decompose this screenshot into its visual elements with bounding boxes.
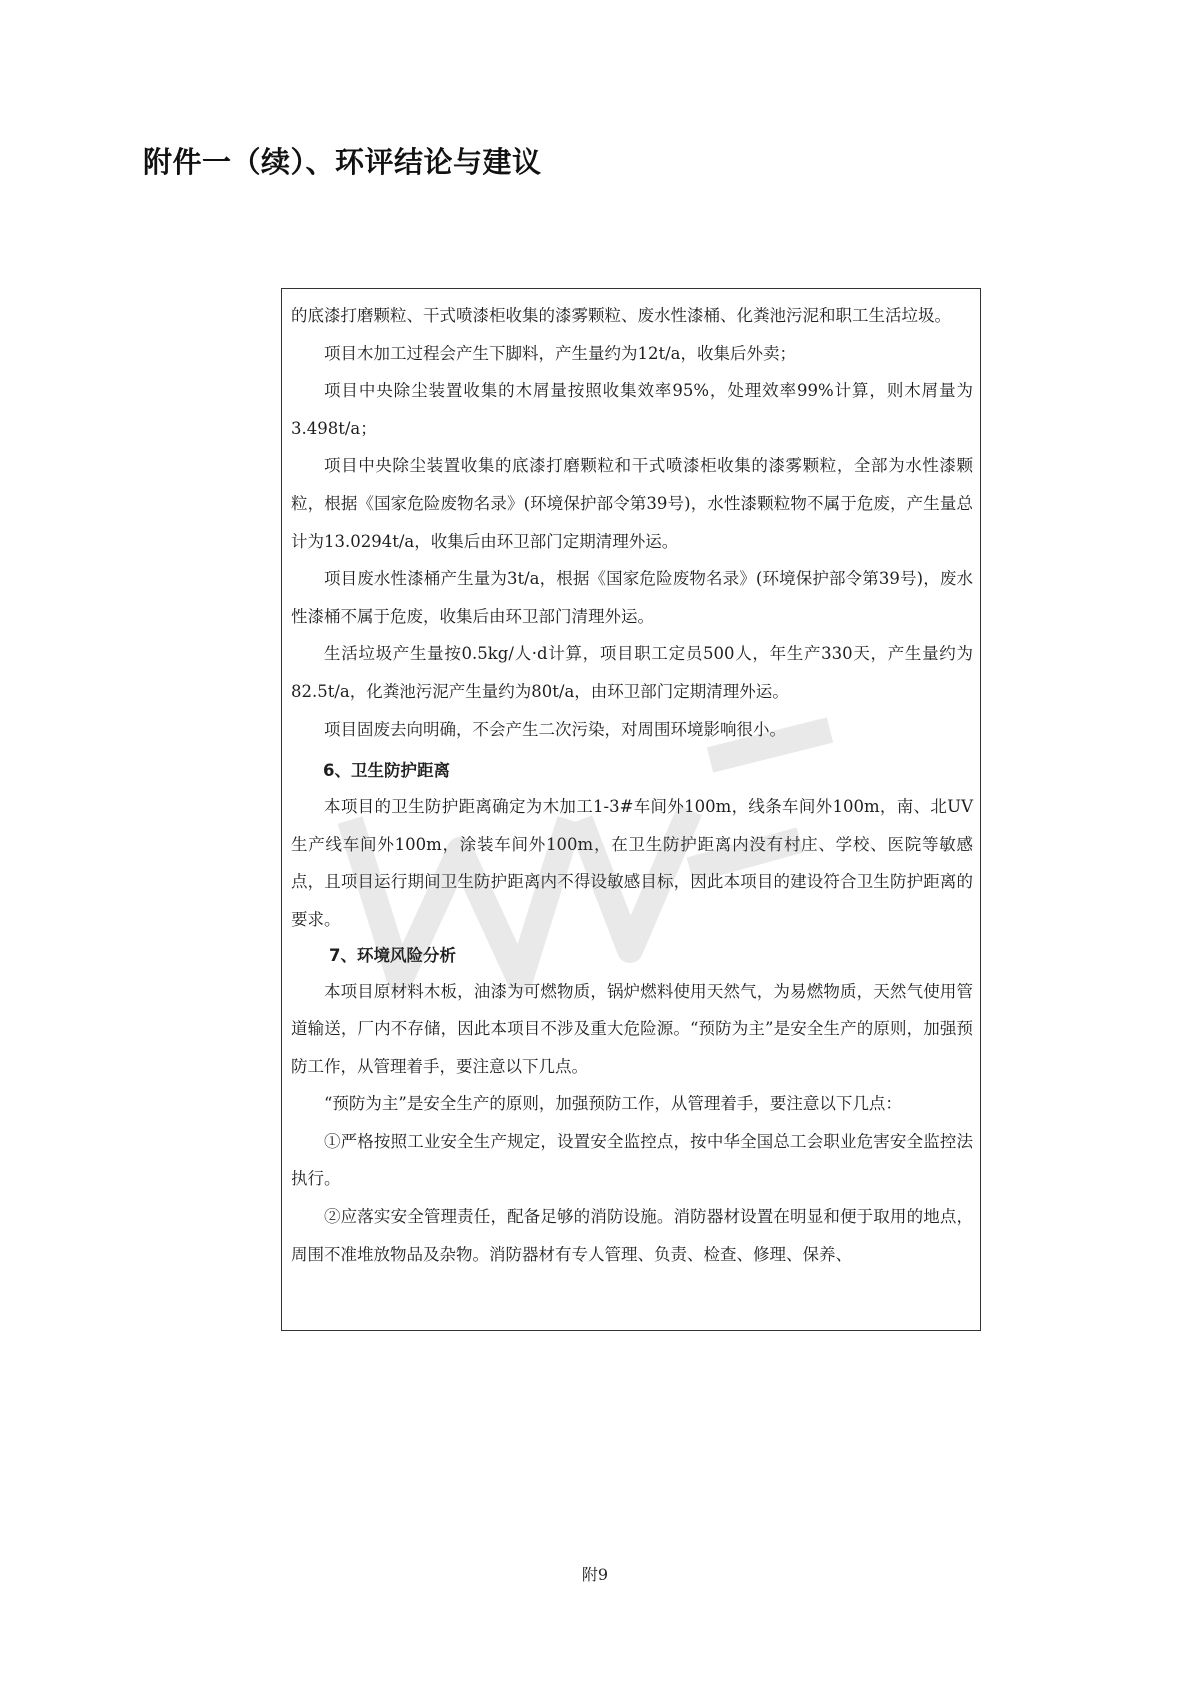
paragraph: 的底漆打磨颗粒、干式喷漆柜收集的漆雾颗粒、废水性漆桶、化粪池污泥和职工生活垃圾。 <box>291 306 951 325</box>
paragraph: ②应落实安全管理责任，配备足够的消防设施。消防器材设置在明显和便于取用的地点，周围不准堆放物品及杂物。消防器材有专人管理、负责、检查、修理、保养、 <box>291 1207 973 1264</box>
paragraph: 本项目原材料木板，油漆为可燃物质，锅炉燃料使用天然气，为易燃物质，天然气使用管道输送，厂内不存储，因此本项目不涉及重大危险源。“预防为主”是安全生产的原则，加强预防工作，从管理着手，要注意以下几点。 <box>291 981 973 1076</box>
page-number: 附9 <box>581 1565 609 1584</box>
paragraph: 本项目的卫生防护距离确定为木加工1-3#车间外100m，线条车间外100m，南、北UV生产线车间外100m，涂装车间外100m，在卫生防护距离内没有村庄、学校、医院等敏感点，且项目运行期间卫生防护距离内不得设敏感目标，因此本项目的建设符合卫生防护距离的要求。 <box>291 797 973 929</box>
paragraph: “预防为主”是安全生产的原则，加强预防工作，从管理着手，要注意以下几点： <box>324 1094 902 1114</box>
paragraph: ①严格按照工业安全生产规定，设置安全监控点，按中华全国总工会职业危害安全监控法执行。 <box>291 1131 973 1189</box>
paragraph: 项目中央除尘装置收集的底漆打磨颗粒和干式喷漆柜收集的漆雾颗粒，全部为水性漆颗粒，根据《国家危险废物名录》(环境保护部令第39号)，水性漆颗粒物不属于危废，产生量总计为13.0294t/a，收集后由环卫部门定期清理外运。 <box>291 456 973 551</box>
paragraph: 项目废水性漆桶产生量为3t/a，根据《国家危险废物名录》(环境保护部令第39号)，废水性漆桶不属于危废，收集后由环卫部门清理外运。 <box>291 569 973 626</box>
body-text <box>291 297 973 1273</box>
paragraph: 项目固废去向明确，不会产生二次污染，对周围环境影响很小。 <box>324 719 786 739</box>
content-box <box>281 288 981 1331</box>
paragraph: 项目木加工过程会产生下脚料，产生量约为12t/a，收集后外卖； <box>324 343 797 363</box>
paragraph: 生活垃圾产生量按0.5kg/人·d计算，项目职工定员500人，年生产330天，产生量约为82.5t/a，化粪池污泥产生量约为80t/a，由环卫部门定期清理外运。 <box>291 644 973 701</box>
paragraph: 项目中央除尘装置收集的木屑量按照收集效率95%，处理效率99%计算，则木屑量为3.498t/a； <box>291 381 973 438</box>
section-heading-6: 6、卫生防护距离 <box>323 761 450 781</box>
page-title: 附件一（续）、环评结论与建议 <box>143 145 542 179</box>
section-heading-7: 7、环境风险分析 <box>329 945 456 965</box>
